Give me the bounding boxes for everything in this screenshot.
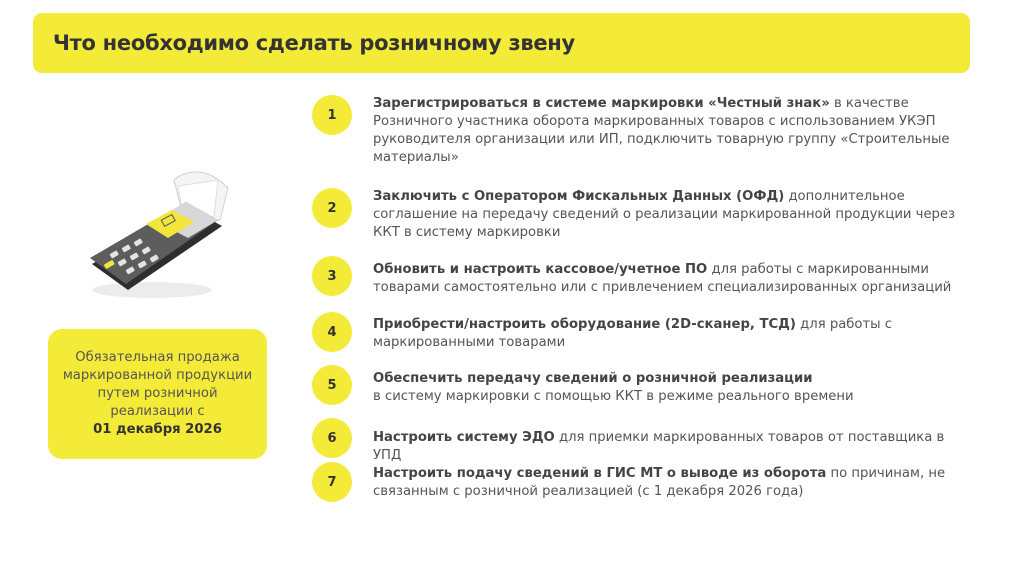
step-number-badge: 3	[312, 256, 352, 296]
step-number-badge: 2	[312, 188, 352, 228]
step-number-badge: 6	[312, 418, 352, 458]
step-description: для работы с маркированными товарами	[373, 317, 893, 350]
step-title: Настроить подачу сведений в ГИС МТ о выводе из оборота	[373, 466, 827, 481]
step-text	[373, 261, 973, 297]
payment-terminal-icon	[82, 168, 247, 303]
step-number-badge: 5	[312, 365, 352, 405]
step-title: Обновить и настроить кассовое/учетное ПО	[373, 262, 708, 277]
info-box-date: 01 декабря 2026	[93, 422, 222, 437]
step-text	[373, 95, 973, 167]
step-description: для работы с маркированными товарами самостоятельно или с привлечением специализированных организаций	[373, 262, 952, 295]
page-title: Что необходимо сделать розничному звену	[53, 31, 575, 55]
step-description: по причинам, не связанным с розничной реализацией (с 1 декабря 2026 года)	[373, 466, 946, 499]
deadline-info-box	[48, 329, 267, 459]
step-title: Приобрести/настроить оборудование (2D-сканер, ТСД)	[373, 317, 796, 332]
step-text	[373, 188, 973, 242]
step-description: в качестве Розничного участника оборота маркированных товаров с использованием УКЭП руководителя организации или ИП, подключить товарную группу «Строительные материалы»	[373, 96, 950, 165]
info-box-text: Обязательная продажа маркированной продукции путем розничной реализации с	[62, 350, 253, 419]
step-description: в систему маркировки с помощью ККТ в режиме реального времени	[373, 389, 854, 404]
step-description: дополнительное соглашение на передачу сведений о реализации маркированной продукции через ККТ в систему маркировки	[373, 189, 956, 240]
step-title: Настроить систему ЭДО	[373, 430, 555, 445]
step-number-badge: 4	[312, 312, 352, 352]
step-number-badge: 7	[312, 462, 352, 502]
step-text	[373, 370, 973, 406]
step-title: Заключить с Оператором Фискальных Данных (ОФД)	[373, 189, 785, 204]
step-text	[373, 316, 973, 352]
step-number-badge: 1	[312, 95, 352, 135]
step-text	[373, 465, 973, 501]
title-banner	[33, 13, 970, 73]
step-description: для приемки маркированных товаров от поставщика в УПД	[373, 430, 945, 463]
step-title: Обеспечить передачу сведений о розничной реализации	[373, 371, 813, 386]
step-title: Зарегистрироваться в системе маркировки «Честный знак»	[373, 96, 830, 111]
step-text	[373, 429, 973, 465]
